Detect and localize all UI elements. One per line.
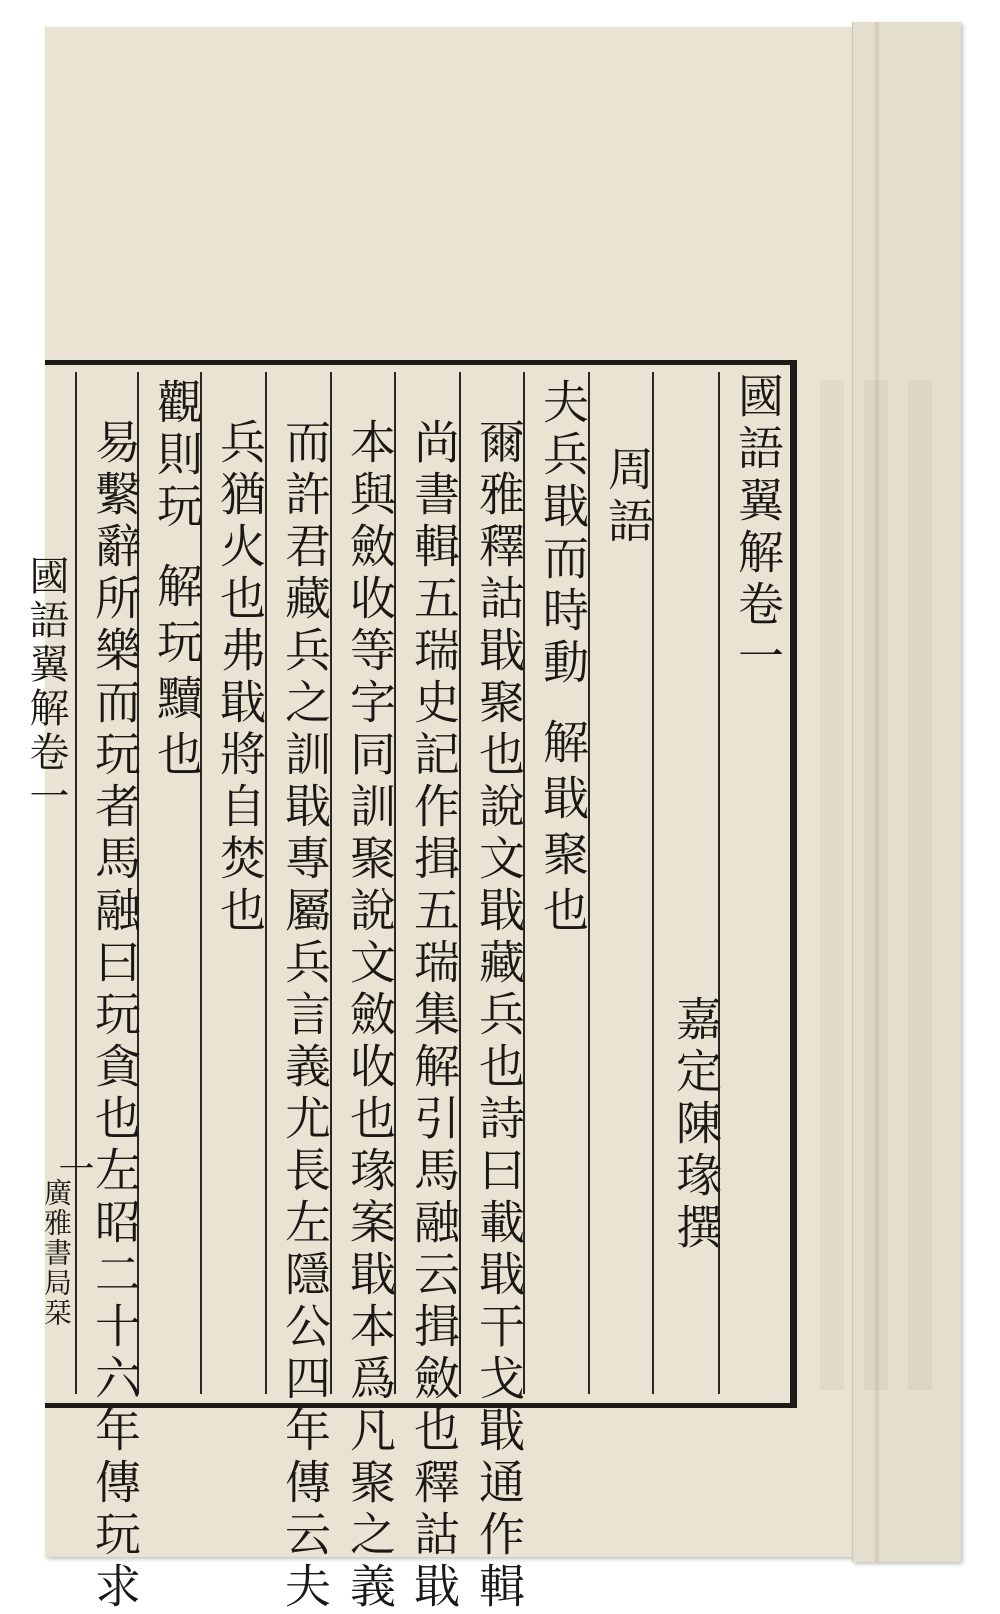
annotation-text: 解玩黷也: [150, 562, 204, 786]
book-title: 國語翼解卷一: [731, 372, 785, 684]
page-number: 一: [53, 1150, 94, 1186]
text-column-5: 而許君藏兵之訓戢專屬兵言義尤長左隱公四年傳云夫: [278, 418, 332, 1614]
text-column-2: 爾雅釋詁戢聚也說文戢藏兵也詩曰載戢干戈戢通作輯: [472, 418, 526, 1614]
text-column-3: 尚書輯五瑞史記作揖五瑞集解引馬融云揖斂也釋詁戢: [407, 418, 461, 1614]
text-column-7: [147, 378, 207, 786]
main-text: 觀則玩: [150, 378, 204, 534]
section-heading: 周語: [601, 445, 655, 549]
text-column-4: 本與斂收等字同訓聚說文斂收也瑑案戢本爲凡聚之義: [343, 418, 397, 1614]
publisher-mark: 廣雅書局栞: [40, 1178, 73, 1328]
centerfold-title: 國語翼解卷一: [23, 555, 69, 819]
text-column-8: 易繫辭所樂而玩者馬融曰玩貪也左昭二十六年傳玩求: [88, 418, 142, 1614]
text-column-6: 兵猶火也弗戢將自焚也: [213, 418, 267, 938]
author-line: 嘉定陳瑑撰: [669, 995, 723, 1255]
bleed-through-text: [820, 380, 950, 1390]
text-column-1: [533, 378, 593, 942]
annotation-text: 解戢聚也: [536, 718, 590, 942]
main-text: 夫兵戢而時動: [536, 378, 590, 690]
